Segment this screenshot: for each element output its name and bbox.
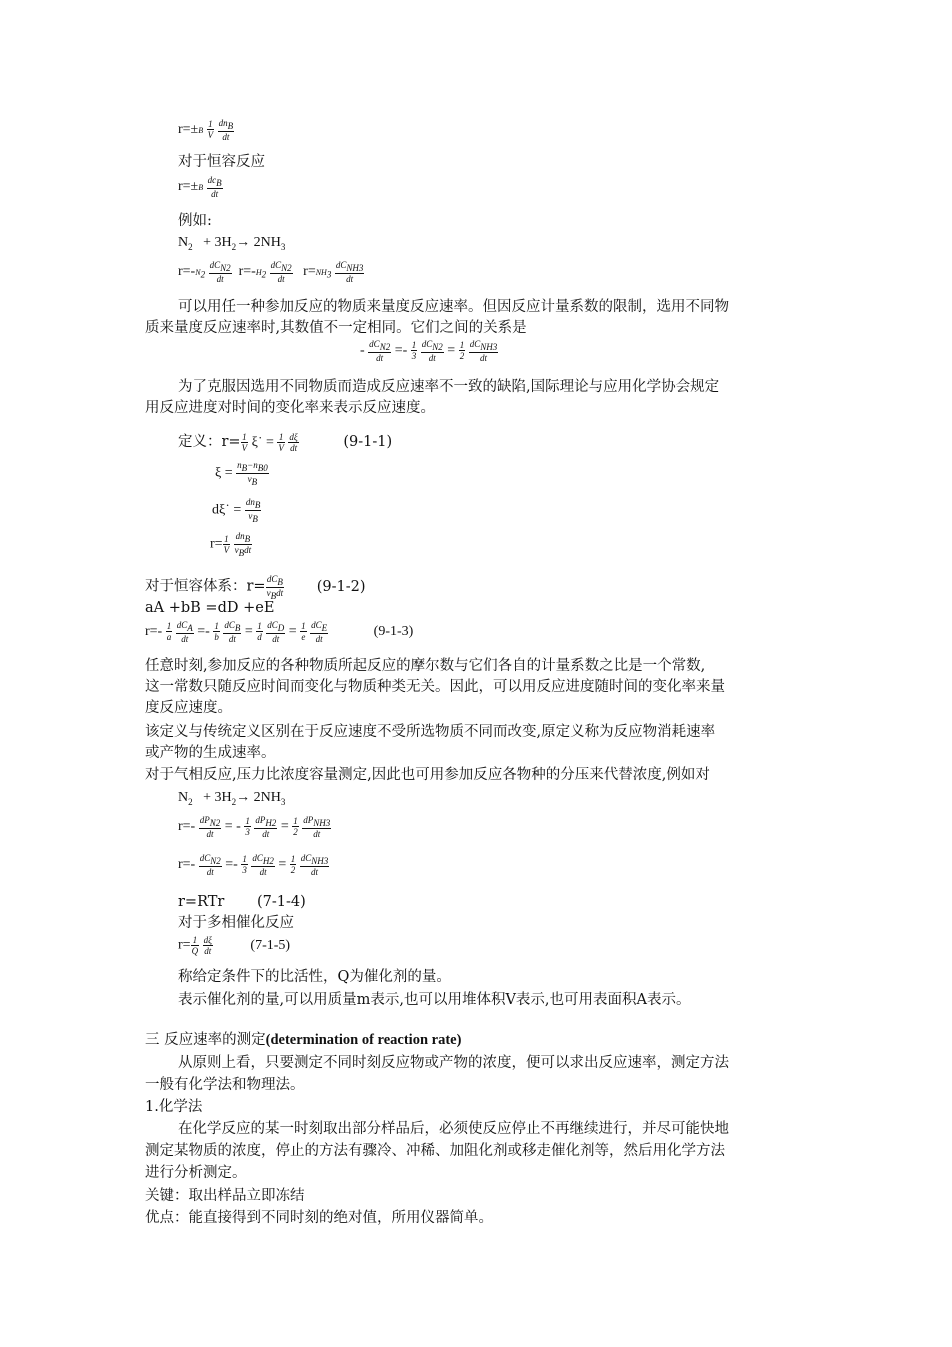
- eq-714-label: (7-1-4): [256, 894, 306, 910]
- eq-913-label: (9-1-3): [373, 624, 414, 640]
- r-def-formula: r= $\frac{1}{V}$ $\frac{dn_B}{\nu_Bdt}$: [210, 531, 252, 558]
- section-3-heading-cn: 三 反应速率的测定: [145, 1032, 266, 1048]
- text-any-time-1: 任意时刻,参加反应的各种物质所起反应的摩尔数与它们各自的计量系数之比是一个常数,: [145, 658, 706, 674]
- rate-formula-2: r=±B $\frac{dc_B}{dt}$: [178, 175, 222, 199]
- text-principle-2: 一般有化学法和物理法。: [145, 1077, 305, 1093]
- text-principle-1: 从原则上看，只要测定不同时刻反应物或产物的浓度，便可以求出反应速率，测定方法: [178, 1055, 729, 1071]
- catalysis-rate-formula: r= $\frac{1}{Q}$ $\frac{d\xi}{dt}$ (7-1-5): [178, 935, 291, 956]
- text-diff-2: 或产物的生成速率。: [145, 745, 276, 761]
- text-multiphase: 对于多相催化反应: [178, 915, 294, 931]
- dxi-formula: dξ˙ = $\frac{dn_B}{\nu_B}$: [212, 497, 261, 524]
- text-iupac-1: 为了克服因选用不同物质而造成反应速率不一致的缺陷,国际理论与应用化学协会规定: [178, 379, 720, 395]
- text-constant-volume: 对于恒容反应: [178, 154, 265, 170]
- text-any-time-2: 这一常数只随反应时间而变化与物质种类无关。因此，可以用反应进度随时间的变化率来量: [145, 679, 725, 695]
- eq-715-label: (7-1-5): [250, 937, 291, 953]
- section-3-heading: [145, 1030, 461, 1050]
- general-rate-formula: r=- $\frac{1}{a}$ $\frac{dC_A}{dt}$ =- $\frac{1}{b}$ $\frac{dC_B}{dt}$ = $\frac{1}{d}$ $\frac{dC_D}{dt}$ = $\frac{1}{e}$ $\frac{dC_E}{dt}$ (9-1-3): [145, 620, 414, 644]
- constant-volume-system-label: 对于恒容体系：r=: [145, 578, 266, 595]
- eq-911-label: (9-1-1): [343, 434, 393, 450]
- definition-row: 定义：r= $\frac{1}{V}$ ξ˙ = $\frac{1}{V}$ $\frac{d\xi}{dt}$ (9-1-1): [178, 432, 393, 454]
- text-gas-phase: 对于气相反应,压力比浓度容量测定,因此也可用参加反应各物种的分压来代替浓度,例如对: [145, 767, 710, 783]
- rate-relation-formula: - $\frac{dC_{N2}}{dt}$ =- $\frac{1}{3}$ $\frac{dC_{N2}}{dt}$ = $\frac{1}{2}$ $\frac{dC_{NH3}}{dt}$: [360, 339, 498, 363]
- text-measure-any-2: 质来量度反应速率时,其数值不一定相同。它们之间的关系是: [145, 320, 527, 336]
- pressure-rate-formula: r=- $\frac{dP_{N2}}{dt}$ = - $\frac{1}{3}$ $\frac{dP_{H2}}{dt}$ = $\frac{1}{2}$ $\frac{dP_{NH3}}{dt}$: [178, 815, 331, 839]
- section-3-heading-en: (determination of reaction rate): [265, 1032, 462, 1048]
- r-rtr-formula: r=RTr: [178, 894, 225, 910]
- text-any-time-3: 度反应速度。: [145, 700, 232, 716]
- text-diff-1: 该定义与传统定义区别在于反应速度不受所选物质不同而改变,原定义称为反应物消耗速率: [145, 724, 716, 740]
- reaction-n2-h2: $N_2 + 3H_2\to 2NH_3$: [178, 235, 286, 252]
- text-measure-any-1: 可以用任一种参加反应的物质来量度反应速率。但因反应计量系数的限制，选用不同物: [178, 299, 729, 315]
- text-advantage: 优点：能直接得到不同时刻的绝对值，所用仪器简单。: [145, 1210, 493, 1226]
- text-iupac-2: 用反应进度对时间的变化率来表示反应速度。: [145, 400, 435, 416]
- text-chem-2: 测定某物质的浓度，停止的方法有骤冷、冲稀、加阻化剂或移走催化剂等，然后用化学方法: [145, 1143, 725, 1159]
- rtr-row: [178, 892, 306, 912]
- reaction-n2-h2-gas: $N_2 + 3H_2\to 2NH_3$: [178, 790, 286, 807]
- text-example: 例如:: [178, 213, 212, 229]
- text-catalyst-amount: 表示催化剂的量,可以用质量m表示,也可以用堆体积V表示,也可用表面积A表示。: [178, 992, 691, 1008]
- conc-rate-formula: r=- $\frac{dC_{N2}}{dt}$ =- $\frac{1}{3}$ $\frac{dC_{H2}}{dt}$ = $\frac{1}{2}$ $\frac{dC_{NH3}}{dt}$: [178, 853, 329, 877]
- xi-formula: ξ = $\frac{n_B-n_{B0}}{\nu_B}$: [215, 460, 268, 487]
- rate-formula-1: r=±B $\frac{1}{V}$ $\frac{dn_B}{dt}$: [178, 118, 234, 142]
- text-specific-activity: 称给定条件下的比活性，Q为催化剂的量。: [178, 969, 451, 985]
- constant-volume-system-row: 对于恒容体系：r= $\frac{dC_B}{\nu_Bdt}$ (9-1-2): [145, 574, 366, 601]
- text-chem-1: 在化学反应的某一时刻取出部分样品后，必须使反应停止不再继续进行，并尽可能快地: [178, 1121, 729, 1137]
- eq-912-label: (9-1-2): [316, 578, 366, 595]
- text-general-reaction: aA +bB =dD +eE: [145, 600, 275, 616]
- definition-label: 定义：r=: [178, 434, 241, 450]
- text-key-point: 关键：取出样品立即冻结: [145, 1188, 305, 1204]
- text-chem-3: 进行分析测定。: [145, 1165, 247, 1181]
- rate-formulas-nh3: $r=-N_2$ $\frac{dC_{N2}}{dt}$ $r=-H_2$ $\frac{dC_{N2}}{dt}$ $r=NH_3$ $\frac{dC_{NH3}}{dt}$: [178, 260, 364, 284]
- subheading-chem-method: 1.化学法: [145, 1099, 203, 1115]
